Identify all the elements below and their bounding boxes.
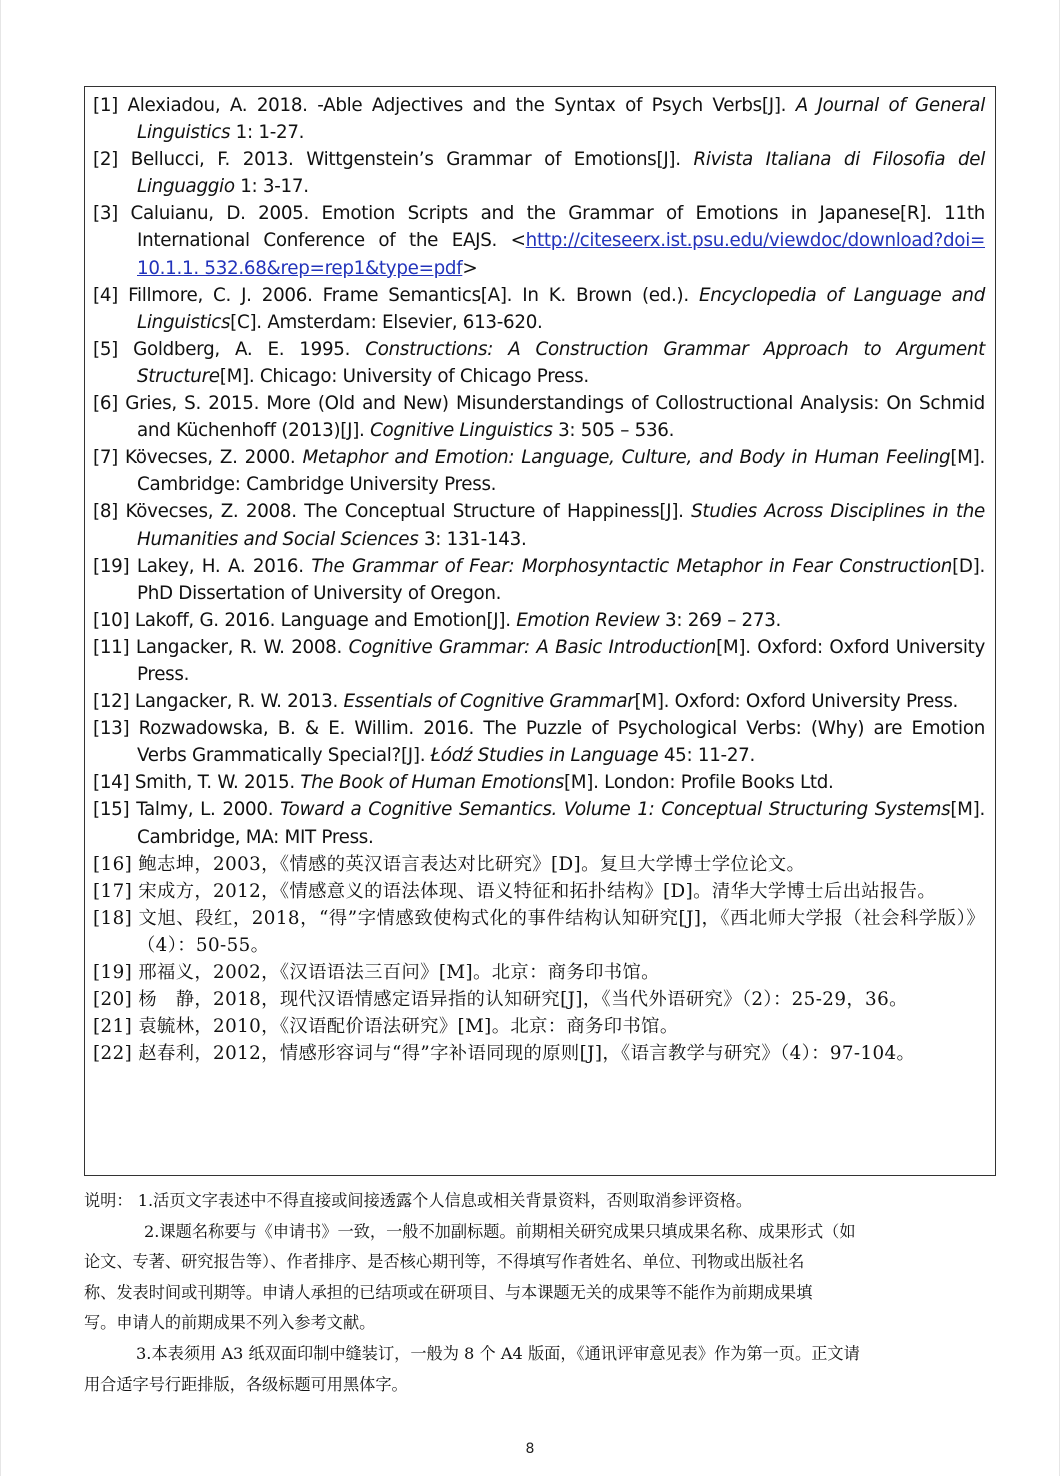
reference-entry [93, 878, 985, 905]
reference-text: [M]. Cambridge: Cambridge University Press. [137, 447, 985, 496]
reference-title-italic: The Book of Human Emotions [300, 772, 564, 794]
reference-entry [93, 146, 985, 200]
reference-entry [93, 715, 985, 769]
reference-text: [21] 袁毓林，2010，《汉语配价语法研究》[M]。北京：商务印书馆。 [93, 1016, 679, 1038]
reference-title-italic: Constructions: A Construction Grammar Approach to Argument Structure [137, 338, 986, 387]
reference-title-italic: Emotion Review [516, 609, 660, 631]
page-number: 8 [525, 1441, 535, 1457]
reference-entry [93, 688, 985, 715]
reference-text: [3] Caluianu, D. 2005. Emotion Scripts and the Grammar of Emotions in Japanese[R]. 11th International Conference of the EAJS. < [93, 203, 985, 252]
note-line-7: 用合适字号行距排版，各级标题可用黑体字。 [84, 1374, 408, 1394]
reference-text: [13] Rozwadowska, B. & E. Willim. 2016. The Puzzle of Psychological Verbs: (Why) are Emotion Verbs Grammatically Special?[J]. [93, 718, 985, 767]
reference-text: [10] Lakoff, G. 2016. Language and Emotion[J]. [93, 609, 517, 631]
reference-entry [93, 986, 985, 1013]
reference-entry [93, 444, 985, 498]
reference-text: [18] 文旭、段红，2018，“得”字情感致使构式化的事件结构认知研究[J]，《西北师大学报（社会科学版）》（4）：50-55。 [93, 907, 985, 956]
reference-text: [4] Fillmore, C. J. 2006. Frame Semantics[A]. In K. Brown (ed.). [93, 284, 699, 306]
reference-text: [8] Kövecses, Z. 2008. The Conceptual Structure of Happiness[J]. [93, 501, 692, 523]
reference-entry [93, 1040, 985, 1067]
reference-text: > [462, 257, 478, 279]
reference-text: [M]. Cambridge, MA: MIT Press. [137, 799, 985, 848]
reference-entry [93, 336, 985, 390]
note-line-6: 3.本表须用 A3 纸双面印制中缝装订，一般为 8 个 A4 版面，《通讯评审意见表》作为第一页。正文请 [136, 1343, 860, 1363]
reference-title-italic: Metaphor and Emotion: Language, Culture, and Body in Human Feeling [302, 447, 951, 469]
reference-text: [15] Talmy, L. 2000. [93, 799, 281, 821]
reference-text: 45: 11-27. [658, 745, 756, 767]
reference-entry [93, 553, 985, 607]
reference-text: [M]. Chicago: University of Chicago Press. [219, 365, 589, 387]
reference-entry [93, 959, 985, 986]
reference-title-italic: A Journal of General Linguistics [137, 95, 985, 144]
reference-entry [93, 796, 985, 850]
reference-text: [11] Langacker, R. W. 2008. [93, 636, 349, 658]
reference-text: [14] Smith, T. W. 2015. [93, 772, 301, 794]
reference-link[interactable]: http://citeseerx.ist.psu.edu/viewdoc/download?doi= 10.1.1. 532.68&rep=rep1&type=pdf [137, 230, 985, 279]
reference-title-italic: Toward a Cognitive Semantics. Volume 1: Conceptual Structuring Systems [280, 799, 951, 821]
reference-text: 1: 1-27. [230, 122, 305, 144]
reference-title-italic: Cognitive Grammar: A Basic Introduction [348, 636, 717, 658]
note-line-1: 说明： 1.活页文字表述中不得直接或间接透露个人信息或相关背景资料，否则取消参评资格。 [84, 1191, 753, 1210]
reference-entry [93, 390, 985, 444]
reference-entry [93, 769, 985, 796]
reference-title-italic: Łódź Studies in Language [430, 745, 659, 767]
note-line-3: 论文、专著、研究报告等）、作者排序、是否核心期刊等，不得填写作者姓名、单位、刊物或出版社名 [84, 1252, 805, 1272]
reference-text: 1: 3-17. [234, 176, 309, 198]
reference-entry [93, 200, 985, 281]
references-box [84, 86, 996, 1176]
reference-text: [19] 邢福义，2002，《汉语语法三百问》[M]。北京：商务印书馆。 [93, 962, 660, 983]
reference-text: [M]. Oxford: Oxford University Press. [634, 691, 959, 713]
reference-text: [1] Alexiadou, A. 2018. -Able Adjectives and the Syntax of Psych Verbs[J]. [93, 95, 796, 116]
reference-text: [M]. London: Profile Books Ltd. [563, 772, 834, 794]
reference-entry [93, 498, 985, 552]
reference-title-italic: The Grammar of Fear: Morphosyntactic Metaphor in Fear Construction [311, 555, 953, 577]
reference-title-italic: Studies Across Disciplines in the Humanities and Social Sciences [137, 501, 985, 550]
reference-entry [93, 1013, 985, 1040]
note-line-2: 2.课题名称要与《申请书》一致，一般不加副标题。前期相关研究成果只填成果名称、成果形式（如 [144, 1221, 856, 1241]
reference-title-italic: Essentials of Cognitive Grammar [343, 691, 635, 713]
reference-text: [7] Kövecses, Z. 2000. [93, 447, 303, 469]
reference-entry [93, 92, 985, 146]
note-line-4: 称、发表时间或刊期等。申请人承担的已结项或在研项目、与本课题无关的成果等不能作为前期成果填 [84, 1282, 813, 1302]
reference-text: [22] 赵春利，2012，情感形容词与“得”字补语同现的原则[J]，《语言教学与研究》（4）：97-104。 [93, 1043, 916, 1065]
reference-text: 3: 131-143. [418, 528, 527, 550]
reference-text: [12] Langacker, R. W. 2013. [93, 691, 344, 713]
reference-entry [93, 634, 985, 688]
reference-text: [20] 杨 静，2018，现代汉语情感定语异指的认知研究[J]，《当代外语研究》（2）：25-29，36。 [93, 989, 908, 1011]
note-line-5: 写。申请人的前期成果不列入参考文献。 [84, 1313, 376, 1333]
reference-text: [17] 宋成方，2012，《情感意义的语法体现、语义特征和拓扑结构》[D]。清华大学博士后出站报告。 [93, 880, 937, 902]
reference-text: [19] Lakey, H. A. 2016. [93, 555, 312, 577]
reference-entry [93, 905, 985, 959]
reference-entry [93, 851, 985, 878]
reference-text: [5] Goldberg, A. E. 1995. [93, 338, 366, 360]
reference-text: [6] Gries, S. 2015. More (Old and New) Misunderstandings of Collostructional Analysis: On Schmid and Küchenhoff (2013)[J]. [93, 393, 985, 442]
reference-text: [M]. Oxford: Oxford University Press. [137, 636, 986, 685]
reference-text: [D]. PhD Dissertation of University of Oregon. [137, 555, 986, 604]
reference-text: 3: 269 – 273. [659, 609, 782, 631]
reference-title-italic: Rivista Italiana di Filosofia del Linguaggio [137, 149, 986, 198]
reference-text: [2] Bellucci, F. 2013. Wittgenstein’s Grammar of Emotions[J]. [93, 149, 694, 171]
reference-text: [C]. Amsterdam: Elsevier, 613-620. [230, 311, 543, 333]
reference-text: 3: 505 – 536. [552, 420, 675, 442]
reference-text: [16] 鲍志坤，2003，《情感的英汉语言表达对比研究》[D]。复旦大学博士学位论文。 [93, 853, 806, 875]
notes-section [84, 1186, 988, 1400]
reference-title-italic: Encyclopedia of Language and Linguistics [137, 284, 985, 333]
reference-entry [93, 282, 985, 336]
reference-entry [93, 607, 985, 634]
reference-title-italic: Cognitive Linguistics [370, 420, 553, 442]
